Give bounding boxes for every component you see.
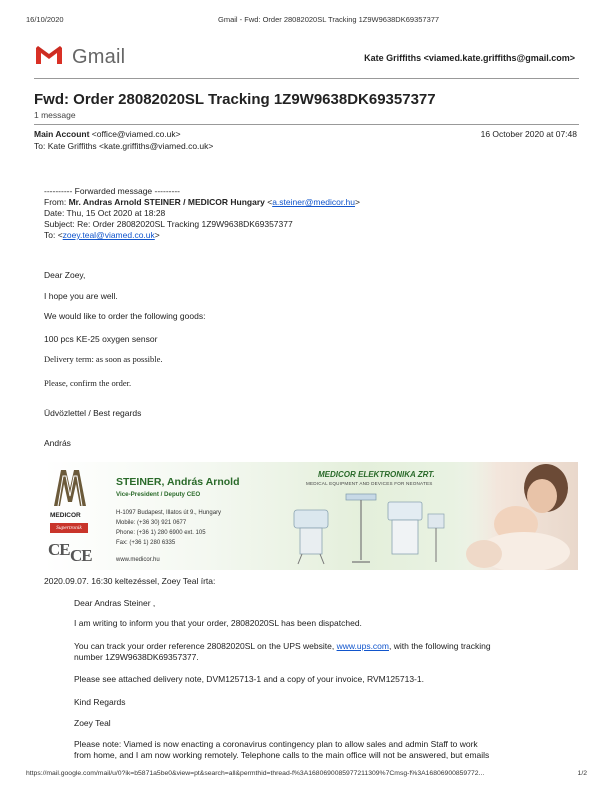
forward-to-close: > xyxy=(154,230,160,240)
quote-sender: Zoey Teal xyxy=(74,718,111,728)
forward-from xyxy=(44,197,360,207)
body-line-5: Please, confirm the order. xyxy=(44,378,132,388)
sender-name: Main Account xyxy=(34,129,90,139)
subject-divider xyxy=(34,124,579,125)
print-page-number: 1/2 xyxy=(577,770,587,777)
quote-paragraph-2-start: You can track your order reference 28082020SL on the UPS website, xyxy=(74,641,337,651)
forward-to-label: To: < xyxy=(44,230,63,240)
quote-paragraph-3: Please see attached delivery note, DVM125713-1 and a copy of your invoice, RVM125713-1. xyxy=(74,674,424,684)
forward-divider: ---------- Forwarded message --------- xyxy=(44,186,180,196)
medicor-logo-text: MEDICOR xyxy=(50,512,81,519)
quote-tracking-number: number 1Z9W9638DK69357377. xyxy=(74,652,199,662)
body-closing: Üdvözlettel / Best regards xyxy=(44,408,142,418)
signature-address: H-1097 Budapest, Illatos út 9., Hungary xyxy=(116,510,222,516)
forward-to-email-link[interactable]: zoey.teal@viamed.co.uk xyxy=(62,230,155,240)
account-label: Kate Griffiths <viamed.kate.griffiths@gmail.com> xyxy=(364,53,575,63)
thread-subject: Fwd: Order 28082020SL Tracking 1Z9W9638DK69357377 xyxy=(34,91,436,108)
forward-from-email-close: > xyxy=(355,197,360,207)
quote-intro: 2020.09.07. 16:30 keltezéssel, Zoey Teal írta: xyxy=(44,576,216,586)
ce-mark-2: CE xyxy=(70,546,92,565)
forward-from-label: From: xyxy=(44,197,69,207)
mother-baby-photo-icon xyxy=(454,462,578,570)
body-line-4: Delivery term: as soon as possible. xyxy=(44,354,163,364)
quote-greeting: Dear Andras Steiner , xyxy=(74,598,156,608)
body-line-3: 100 pcs KE-25 oxygen sensor xyxy=(44,334,158,344)
forward-from-name: Mr. Andras Arnold STEINER / MEDICOR Hungary xyxy=(68,197,265,207)
signature-fax: Fax: (+36 1) 280 6335 xyxy=(116,540,176,546)
print-date: 16/10/2020 xyxy=(26,15,64,24)
body-greeting: Dear Zoey, xyxy=(44,270,86,280)
gmail-envelope-icon[interactable] xyxy=(34,44,64,66)
signature-mobile: Mobile: (+36 30) 921 0677 xyxy=(116,520,187,526)
ce-mark-1: CE xyxy=(48,540,70,559)
print-url: https://mail.google.com/mail/u/0?ik=b5871a5be0&view=pt&search=all&permthid=thread-f%3A1680690085977211309%7Cmsg-f%3A16806900859772... xyxy=(26,770,485,777)
quote-paragraph-1: I am writing to inform you that your order, 28082020SL has been dispatched. xyxy=(74,618,362,628)
ups-link[interactable]: www.ups.com xyxy=(336,641,389,651)
incubator-illustration-icon xyxy=(284,488,454,568)
signature-role: Vice-President / Deputy CEO xyxy=(116,491,201,498)
signature-name: STEINER, András Arnold xyxy=(116,476,240,488)
message-from xyxy=(34,129,181,139)
banner-title: MEDICOR ELEKTRONIKA ZRT. xyxy=(318,470,435,479)
signature-web[interactable]: www.medicor.hu xyxy=(116,557,160,563)
message-date: 16 October 2020 at 07:48 xyxy=(480,129,577,139)
body-line-1: I hope you are well. xyxy=(44,291,118,301)
quote-note-line-2: from home, and I am now working remotely. Telephone calls to the main office will not be answered, but emails xyxy=(74,750,490,760)
medicor-logo-icon xyxy=(52,466,88,510)
print-title: Gmail - Fwd: Order 28082020SL Tracking 1Z9W9638DK69357377 xyxy=(218,15,440,24)
signature-phone: Phone: (+36 1) 280 6900 ext. 105 xyxy=(116,530,206,536)
sender-email: <office@viamed.co.uk> xyxy=(91,129,181,139)
forward-date: Date: Thu, 15 Oct 2020 at 18:28 xyxy=(44,208,166,218)
body-line-2: We would like to order the following goods: xyxy=(44,311,206,321)
message-count: 1 message xyxy=(34,110,76,120)
message-to: To: Kate Griffiths <kate.griffiths@viamed.co.uk> xyxy=(34,141,214,151)
forward-from-email-open: < xyxy=(264,197,273,207)
quote-note-line-1: Please note: Viamed is now enacting a coronavirus contingency plan to allow sales and admin Staff to work xyxy=(74,739,478,749)
gmail-wordmark[interactable]: Gmail xyxy=(72,46,126,68)
quote-regards: Kind Regards xyxy=(74,697,126,707)
forward-to xyxy=(44,230,160,240)
quote-paragraph-2-end: , with the following tracking xyxy=(389,641,491,651)
email-signature-banner xyxy=(44,462,578,570)
banner-subtitle: MEDICAL EQUIPMENT AND DEVICES FOR NEONATES xyxy=(306,481,433,486)
body-signoff-name: András xyxy=(44,438,71,448)
supertronik-logo: Supertronik xyxy=(50,523,88,533)
quote-paragraph-2 xyxy=(74,641,491,651)
forward-subject: Subject: Re: Order 28082020SL Tracking 1Z9W9638DK69357377 xyxy=(44,219,293,229)
header-divider xyxy=(34,78,579,79)
forward-from-email-link[interactable]: a.steiner@medicor.hu xyxy=(272,197,356,207)
